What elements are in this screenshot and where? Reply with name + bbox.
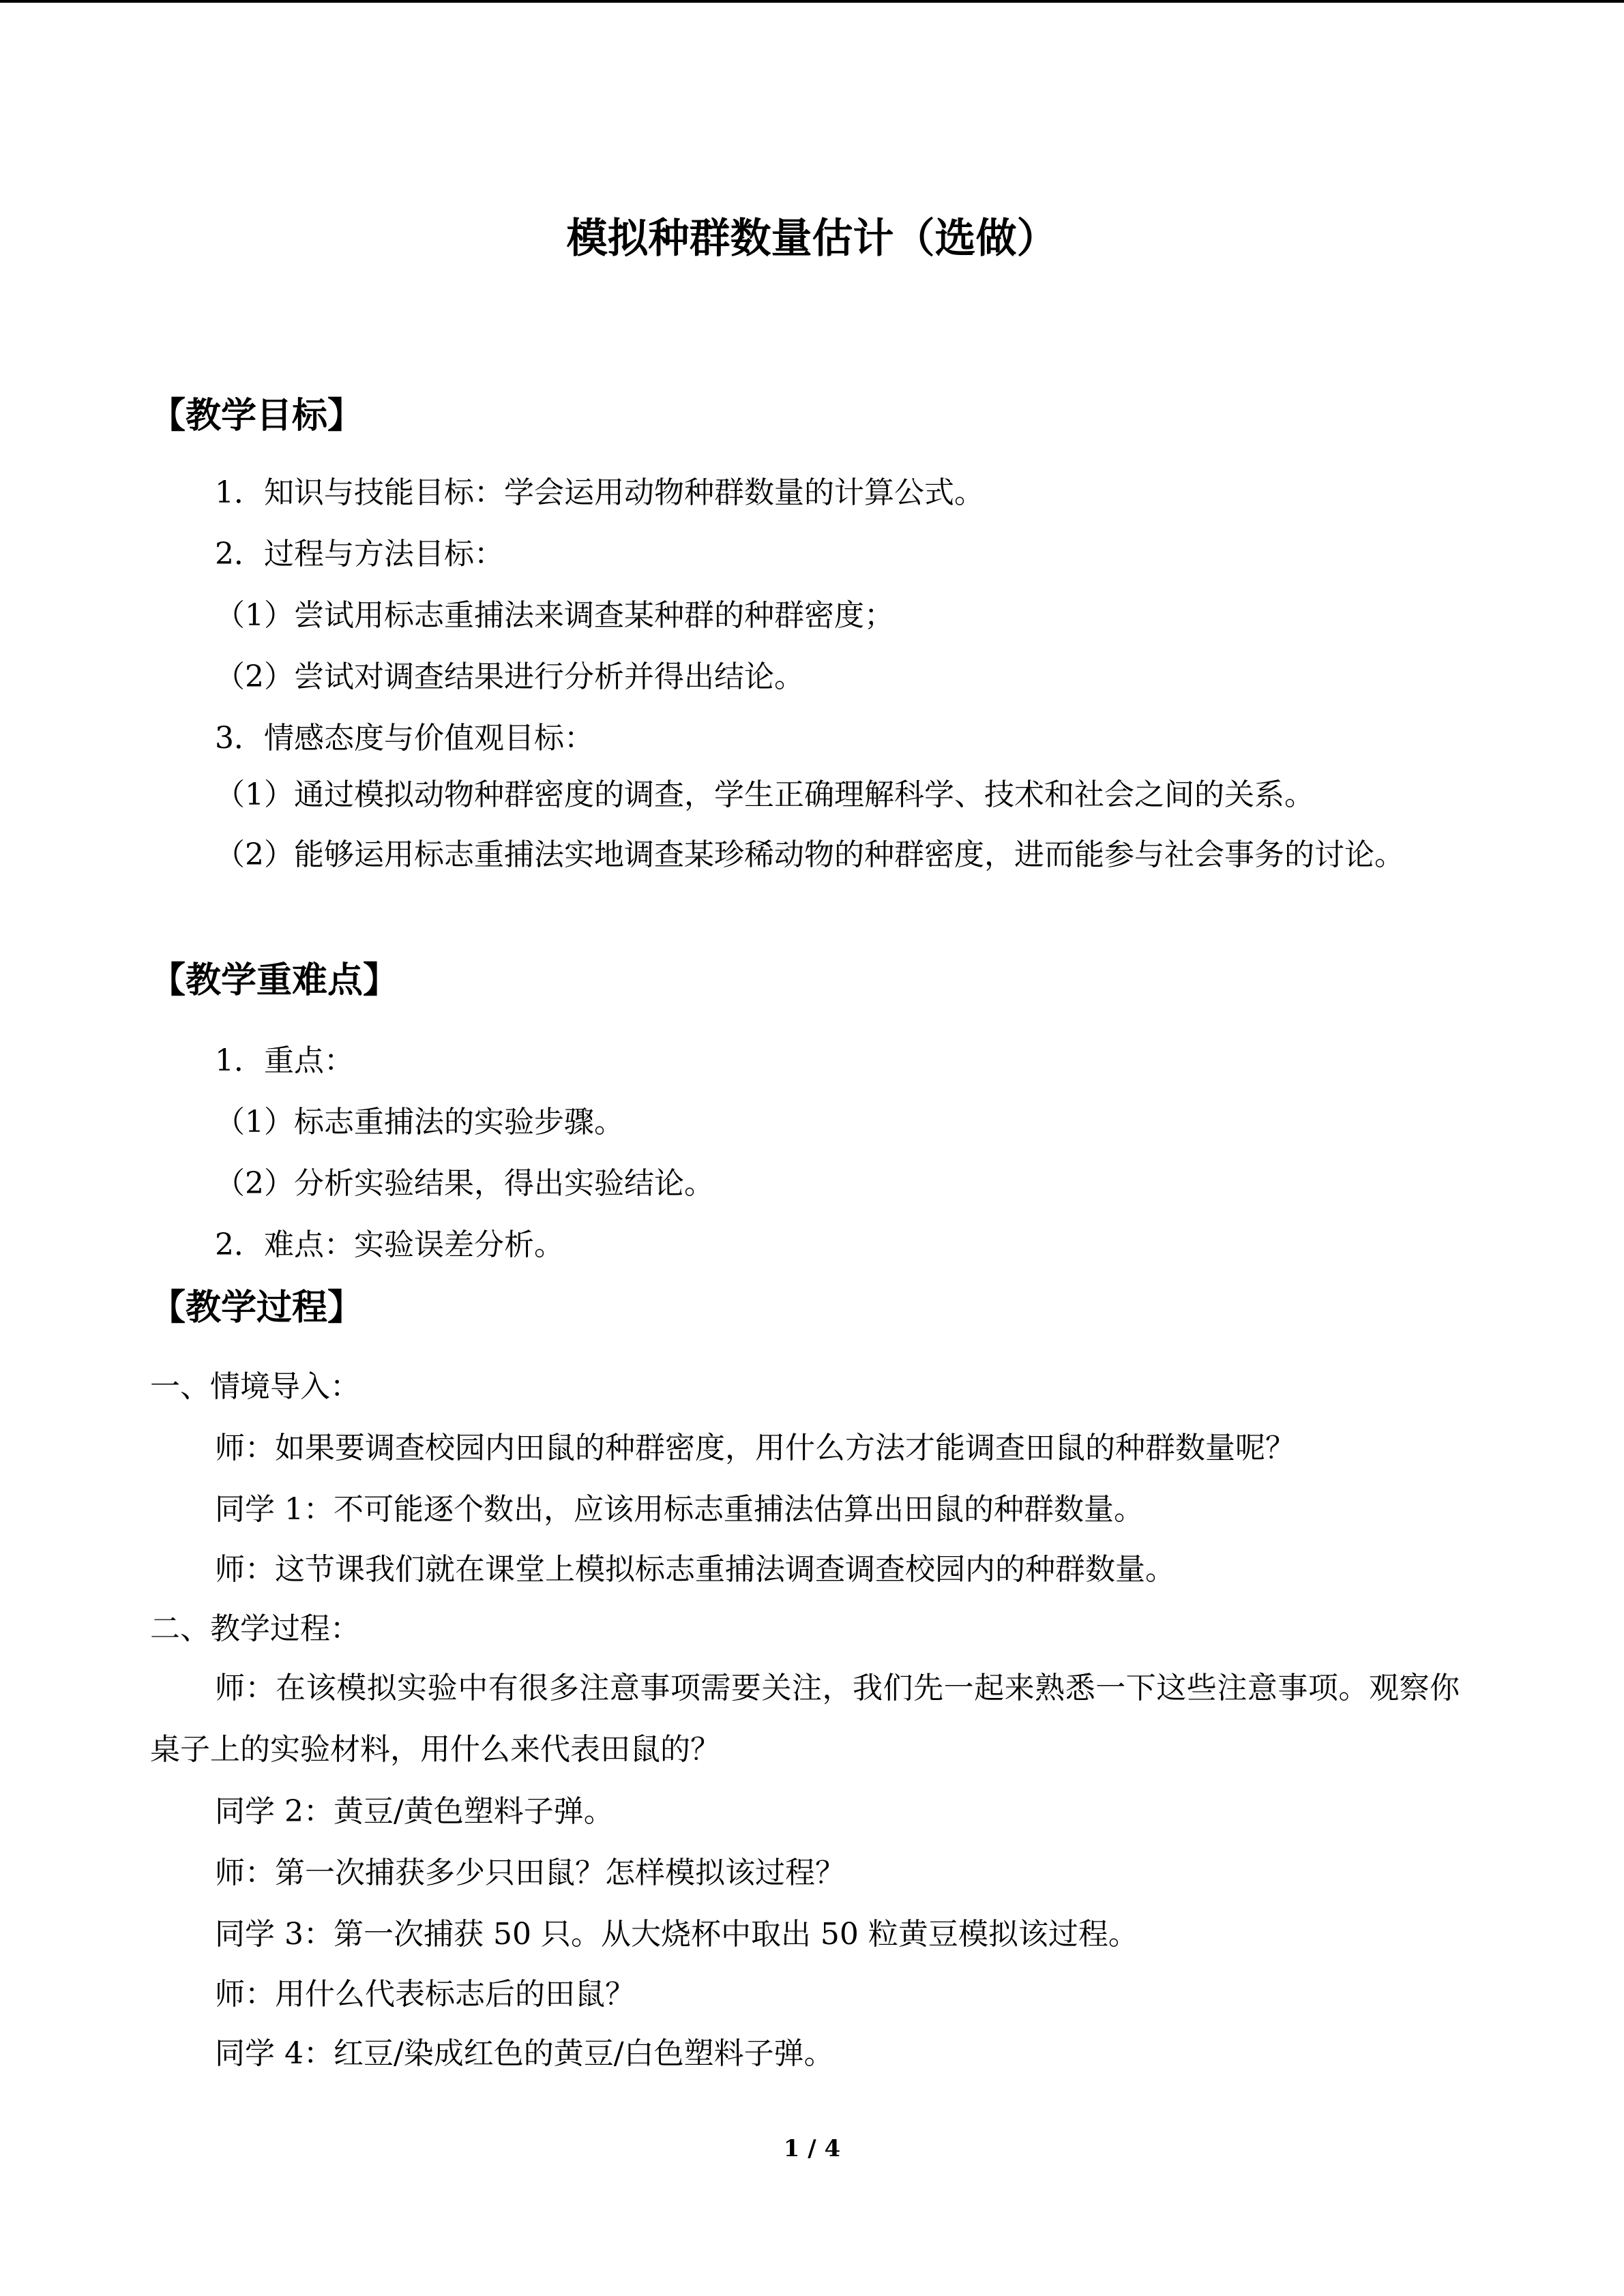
difficulty-line-1: 1．重点：	[215, 1043, 354, 1078]
difficulty-line-2: （1）标志重捕法的实验步骤。	[215, 1105, 624, 1139]
difficulty-line-3: （2）分析实验结果，得出实验结论。	[215, 1166, 714, 1201]
goal-line-4: （2）尝试对调查结果进行分析并得出结论。	[215, 659, 804, 694]
section-heading-process: 【教学过程】	[150, 1287, 364, 1328]
difficulty-line-4: 2．难点：实验误差分析。	[215, 1227, 564, 1262]
goal-line-3: （1）尝试用标志重捕法来调查某种群的种群密度；	[215, 598, 894, 633]
process-line-2: 师：如果要调查校园内田鼠的种群密度，用什么方法才能调查田鼠的种群数量呢？	[215, 1431, 1295, 1465]
goal-line-5: 3．情感态度与价值观目标：	[215, 721, 594, 756]
process-line-7: 同学 2：黄豆/黄色塑料子弹。	[215, 1794, 614, 1829]
page-number: 1 / 4	[783, 2135, 841, 2162]
process-line-10: 师：用什么代表标志后的田鼠？	[215, 1977, 635, 2012]
document-title: 模拟种群数量估计（选做）	[566, 215, 1058, 263]
goal-line-6: （1）通过模拟动物种群密度的调查，学生正确理解科学、技术和社会之间的关系。	[215, 777, 1314, 812]
process-line-5: 二、教学过程：	[150, 1611, 360, 1646]
process-line-4: 师：这节课我们就在课堂上模拟标志重捕法调查调查校园内的种群数量。	[215, 1552, 1175, 1587]
process-line-8: 师：第一次捕获多少只田鼠？怎样模拟该过程？	[215, 1855, 845, 1890]
process-line-1: 一、情境导入：	[150, 1369, 360, 1404]
process-line-9: 同学 3：第一次捕获 50 只。从大烧杯中取出 50 粒黄豆模拟该过程。	[215, 1917, 1138, 1952]
process-line-3: 同学 1：不可能逐个数出，应该用标志重捕法估算出田鼠的种群数量。	[215, 1492, 1144, 1527]
section-heading-difficulties: 【教学重难点】	[150, 960, 399, 1001]
section-heading-goals: 【教学目标】	[150, 396, 364, 436]
process-line-6: 师：在该模拟实验中有很多注意事项需要关注，我们先一起来熟悉一下这些注意事项。观察你桌子上的实验材料，用什么来代表田鼠的？	[150, 1671, 1460, 1767]
goal-line-2: 2．过程与方法目标：	[215, 537, 504, 571]
goal-line-1: 1．知识与技能目标：学会运用动物种群数量的计算公式。	[215, 475, 984, 510]
goal-line-7: （2）能够运用标志重捕法实地调查某珍稀动物的种群密度，进而能参与社会事务的讨论。	[215, 837, 1404, 872]
process-line-11: 同学 4：红豆/染成红色的黄豆/白色塑料子弹。	[215, 2036, 834, 2071]
